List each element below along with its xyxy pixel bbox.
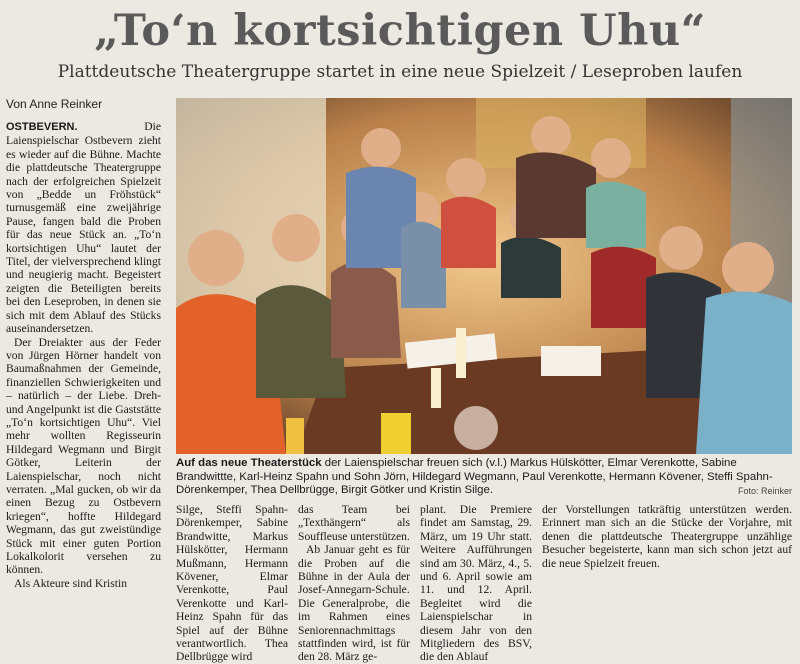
- column-4-text: plant. Die Premiere findet am Samstag, 29. März, um 19 Uhr statt. Weitere Aufführungen sind am 30. März, 4., 5. und 6. April sowie am 11. und 12. April. Begleitet wird die Laienspielschar in diesem Jahr von den Mitgliedern des BSV, die den Ablauf: [420, 503, 532, 664]
- photo-credit: Foto: Reinker: [737, 486, 792, 496]
- article-column-5: [542, 503, 792, 633]
- group-photo-illustration: [176, 98, 792, 454]
- photo-caption: [176, 457, 792, 498]
- group-photo: [176, 98, 792, 454]
- column-3-text: das Team bei „Texthängern“ als Souffleuse unterstützen.: [298, 503, 410, 543]
- article-column-4: [420, 503, 532, 664]
- column-5-text: der Vorstellungen tatkräftig unterstützen werden. Erinnert man sich an die Stücke der Vorjahre, mit denen die plattdeutsche Theatergruppe unzählige Besucher begeisterte, kann man sich schon jetzt auf die neue Spielzeit freuen.: [542, 503, 792, 570]
- caption-text: der Laienspielschar freuen sich (v.l.) Markus Hülskötter, Elmar Verenkotte, Sabine Brandwittte, Karl-Heinz Spahn und Sohn Jörn, Hildegard Wegmann, Paul Verenkotte, Hermann Kövener, Steffi Spahn-Dörenkemper, Thea Dellbrügge, Birgit Götker und Kristin Silge.: [176, 457, 773, 497]
- paragraph-1: [6, 120, 161, 336]
- paragraph-1-text: Die Laienspielschar Ostbevern zieht es wieder auf die Bühne. Machte die plattdeutsche Theatergruppe nach der erfolgreichen Spielzeit von „Bedde un Fröhstück“ turnusgemäß eine zweijährige Pause, fangen bald die Proben für das neue Stück an. „To‘n kortsichtigen Uhu“ lautet der Titel, der vielversprechend klingt und neugierig macht. Begeistert zeigten die Beteiligten bereits bei den Leseproben, in denen sie sich mit dem Ablauf des Stücks auseinandersetzen.: [6, 120, 161, 336]
- paragraph-2: Der Dreiakter aus der Feder von Jürgen Hörner handelt von Baumaßnahmen der Gemeinde, finanziellen Schwierigkeiten und – natürlich – der Liebe. Dreh- und Angelpunkt ist die Gaststätte „To‘n kortsichtigen Uhu“. Viel mehr wollten Regisseurin Hildegard Wegmann und Birgit Götker, Leiterin der Laienspielschar, noch nicht verraten. „Mal gucken, ob wir da einen Bezug zu Ostbevern kriegen“, hoffte Hildegard Wegmann, das gut zweistündige Stück mit einer guten Portion Lokalkolorit versehen zu können.: [6, 335, 161, 577]
- byline: Von Anne Reinker: [6, 97, 103, 111]
- article-column-3: [298, 503, 410, 664]
- paragraph-3: Als Akteure sind Kristin: [14, 576, 128, 590]
- subheadline: Plattdeutsche Theatergruppe startet in eine neue Spielzeit / Leseproben laufen: [57, 62, 743, 82]
- caption-lead: Auf das neue Theaterstück: [176, 457, 322, 469]
- column-2-text: Silge, Steffi Spahn-Dörenkemper, Sabine Brandwitte, Markus Hülskötter, Hermann Mußmann, Hermann Kövener, Elmar Verenkotte, Paul Verenkotte und Karl-Heinz Spahn für das Spiel auf der Bühne verantwortlich. Thea Dellbrügge wird: [176, 503, 288, 664]
- column-3-paragraph-2: Ab Januar geht es für die Proben auf die Bühne in der Aula der Josef-Annegarn-Schule. Die Generalprobe, die im Rahmen eines Seniorennachmittags stattfinden wird, ist für den 28. März ge-: [298, 543, 410, 664]
- lead-place: OSTBEVERN.: [6, 121, 78, 133]
- headline: „To‘n kortsichtigen Uhu“: [94, 6, 706, 56]
- article-column-2: [176, 503, 288, 664]
- article-column-1: [6, 120, 161, 632]
